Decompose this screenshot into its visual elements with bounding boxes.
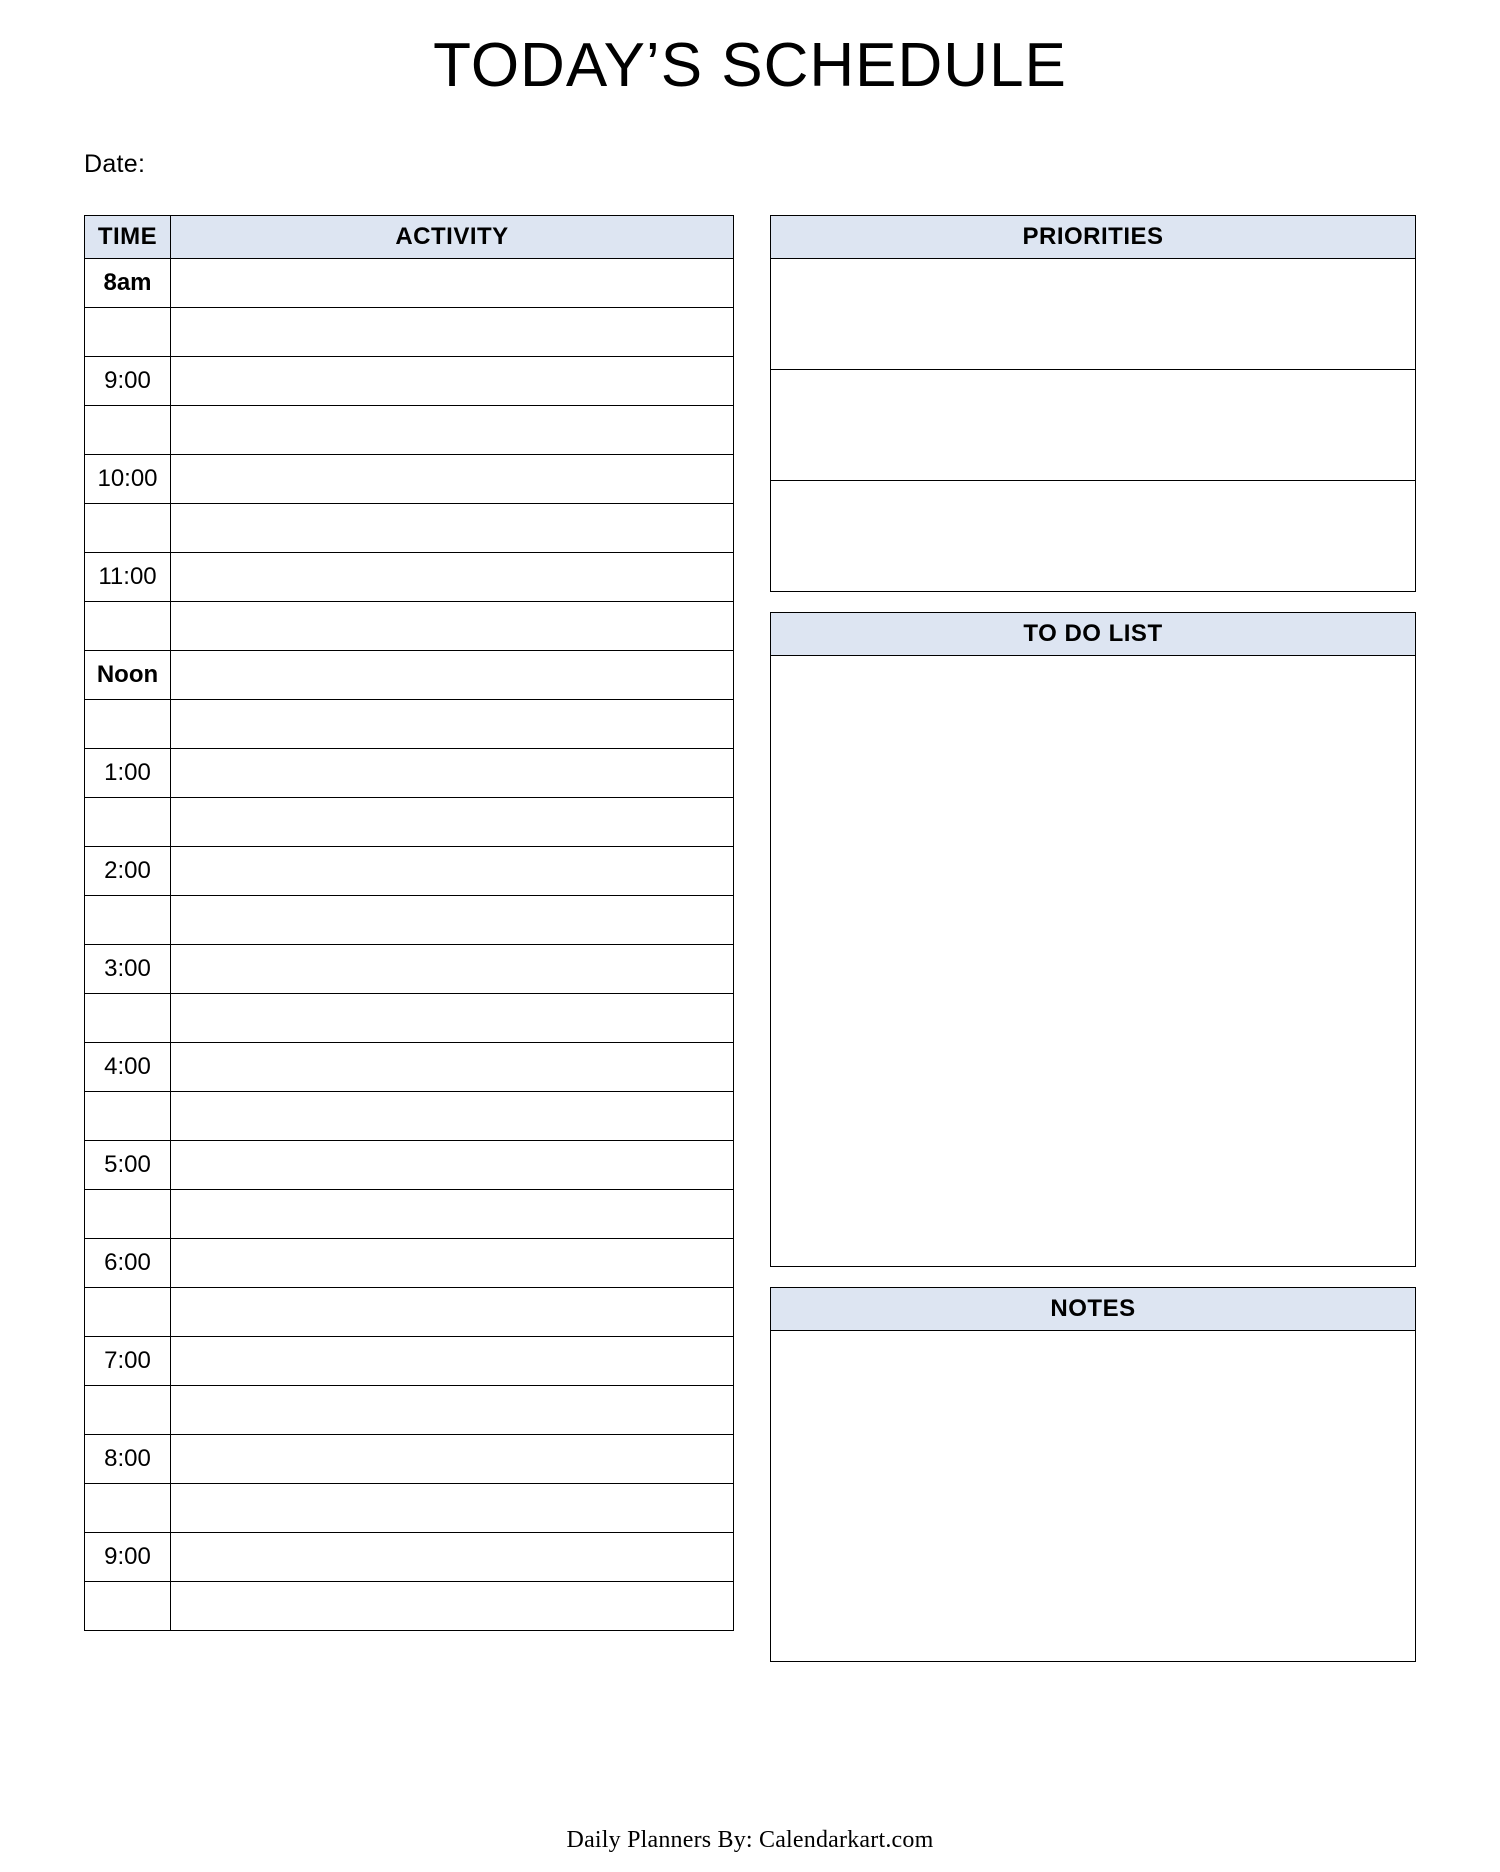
notes-row (771, 1331, 1416, 1662)
schedule-row (85, 357, 734, 406)
schedule-time-cell: 3:00 (85, 945, 171, 994)
schedule-row (85, 308, 734, 357)
priority-cell[interactable] (771, 259, 1416, 370)
schedule-time-cell: 1:00 (85, 749, 171, 798)
priority-row (771, 370, 1416, 481)
schedule-row (85, 1190, 734, 1239)
schedule-activity-cell[interactable] (171, 1386, 734, 1435)
schedule-activity-cell[interactable] (171, 1141, 734, 1190)
schedule-activity-cell[interactable] (171, 749, 734, 798)
schedule-row (85, 406, 734, 455)
schedule-row (85, 553, 734, 602)
schedule-row (85, 1239, 734, 1288)
schedule-row (85, 504, 734, 553)
side-column (770, 215, 1416, 1662)
schedule-time-cell (85, 1582, 171, 1631)
schedule-activity-cell[interactable] (171, 1337, 734, 1386)
schedule-row (85, 1043, 734, 1092)
schedule-row (85, 1435, 734, 1484)
priority-row (771, 259, 1416, 370)
schedule-time-cell: 10:00 (85, 455, 171, 504)
schedule-activity-cell[interactable] (171, 1190, 734, 1239)
notes-block (770, 1287, 1416, 1662)
schedule-row (85, 1484, 734, 1533)
date-field-label[interactable]: Date: (84, 150, 146, 178)
schedule-activity-cell[interactable] (171, 259, 734, 308)
schedule-row (85, 455, 734, 504)
schedule-activity-cell[interactable] (171, 896, 734, 945)
schedule-activity-cell[interactable] (171, 1484, 734, 1533)
schedule-row (85, 259, 734, 308)
schedule-row (85, 602, 734, 651)
todo-table (770, 612, 1416, 1267)
notes-header: NOTES (771, 1288, 1416, 1331)
schedule-activity-cell[interactable] (171, 553, 734, 602)
priority-cell[interactable] (771, 370, 1416, 481)
schedule-activity-cell[interactable] (171, 406, 734, 455)
schedule-row (85, 896, 734, 945)
schedule-row (85, 1092, 734, 1141)
schedule-column (84, 215, 734, 1631)
schedule-activity-cell[interactable] (171, 1533, 734, 1582)
schedule-activity-cell[interactable] (171, 847, 734, 896)
schedule-activity-cell[interactable] (171, 994, 734, 1043)
schedule-activity-cell[interactable] (171, 1435, 734, 1484)
schedule-time-cell (85, 406, 171, 455)
schedule-time-cell (85, 1484, 171, 1533)
schedule-activity-cell[interactable] (171, 1092, 734, 1141)
todo-body (771, 656, 1416, 1267)
schedule-time-cell (85, 504, 171, 553)
schedule-row (85, 1582, 734, 1631)
schedule-row (85, 994, 734, 1043)
todo-cell[interactable] (771, 656, 1416, 1267)
schedule-time-cell: 9:00 (85, 357, 171, 406)
schedule-activity-cell[interactable] (171, 798, 734, 847)
schedule-row (85, 749, 734, 798)
schedule-table (84, 215, 734, 1631)
priorities-block (770, 215, 1416, 592)
schedule-activity-cell[interactable] (171, 308, 734, 357)
schedule-time-cell (85, 896, 171, 945)
priority-row (771, 481, 1416, 592)
notes-cell[interactable] (771, 1331, 1416, 1662)
schedule-time-cell (85, 798, 171, 847)
schedule-time-cell (85, 308, 171, 357)
schedule-row (85, 945, 734, 994)
schedule-time-cell: 8:00 (85, 1435, 171, 1484)
notes-body (771, 1331, 1416, 1662)
footer-credit: Daily Planners By: Calendarkart.com (566, 1827, 934, 1853)
schedule-activity-cell[interactable] (171, 1288, 734, 1337)
schedule-activity-cell[interactable] (171, 1582, 734, 1631)
schedule-activity-cell[interactable] (171, 455, 734, 504)
schedule-time-cell (85, 1092, 171, 1141)
schedule-activity-cell[interactable] (171, 357, 734, 406)
todo-header: TO DO LIST (771, 613, 1416, 656)
schedule-time-cell (85, 1386, 171, 1435)
todo-block (770, 612, 1416, 1267)
schedule-row (85, 1288, 734, 1337)
schedule-activity-cell[interactable] (171, 504, 734, 553)
priorities-body (771, 259, 1416, 592)
schedule-time-cell: 2:00 (85, 847, 171, 896)
schedule-activity-cell[interactable] (171, 651, 734, 700)
schedule-time-cell: 7:00 (85, 1337, 171, 1386)
schedule-row (85, 1337, 734, 1386)
todo-row (771, 656, 1416, 1267)
notes-table (770, 1287, 1416, 1662)
schedule-row (85, 1386, 734, 1435)
schedule-row (85, 1141, 734, 1190)
schedule-activity-cell[interactable] (171, 602, 734, 651)
schedule-time-cell (85, 994, 171, 1043)
schedule-time-cell: 4:00 (85, 1043, 171, 1092)
schedule-time-cell (85, 602, 171, 651)
schedule-row (85, 798, 734, 847)
schedule-row (85, 700, 734, 749)
schedule-row (85, 847, 734, 896)
schedule-time-cell (85, 1288, 171, 1337)
schedule-header-activity: ACTIVITY (171, 216, 734, 259)
schedule-header-time: TIME (85, 216, 171, 259)
schedule-row (85, 1533, 734, 1582)
schedule-time-cell (85, 1190, 171, 1239)
priorities-table (770, 215, 1416, 592)
schedule-activity-cell[interactable] (171, 1239, 734, 1288)
priority-cell[interactable] (771, 481, 1416, 592)
schedule-time-cell: 5:00 (85, 1141, 171, 1190)
schedule-row (85, 651, 734, 700)
planner-content (84, 215, 1416, 1662)
schedule-time-cell: Noon (85, 651, 171, 700)
schedule-time-cell (85, 700, 171, 749)
schedule-activity-cell[interactable] (171, 700, 734, 749)
schedule-activity-cell[interactable] (171, 945, 734, 994)
page-title: TODAY’S SCHEDULE (433, 31, 1067, 100)
schedule-activity-cell[interactable] (171, 1043, 734, 1092)
schedule-time-cell: 8am (85, 259, 171, 308)
schedule-time-cell: 11:00 (85, 553, 171, 602)
priorities-header: PRIORITIES (771, 216, 1416, 259)
schedule-time-cell: 9:00 (85, 1533, 171, 1582)
schedule-time-cell: 6:00 (85, 1239, 171, 1288)
schedule-body (85, 259, 734, 1631)
